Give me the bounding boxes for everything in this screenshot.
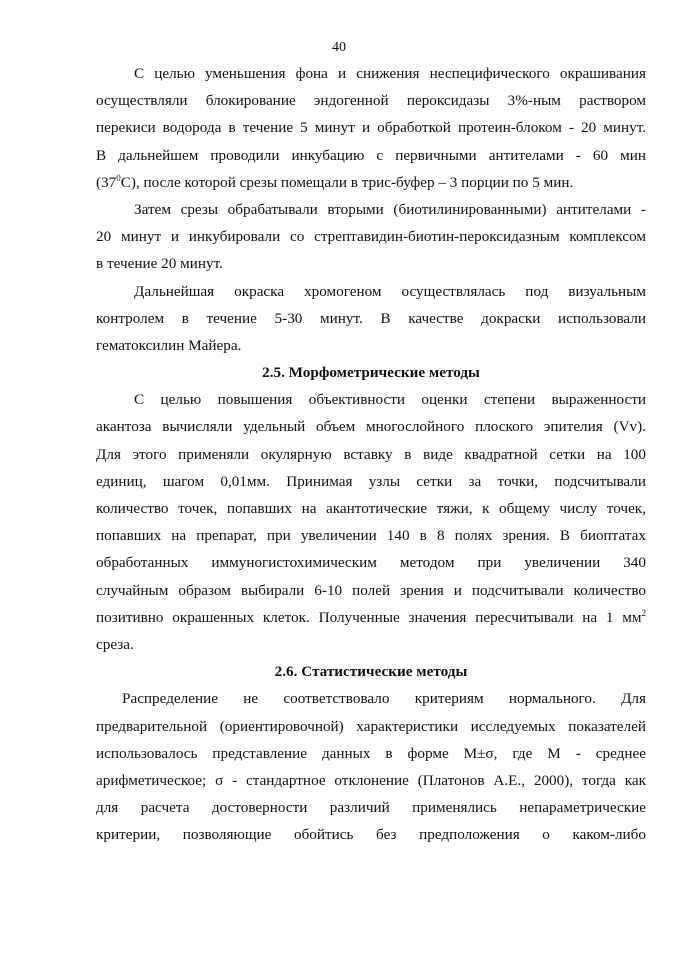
paragraph-line: С целью уменьшения фона и снижения неспецифического окрашивания	[134, 65, 646, 82]
paragraph-line: количество точек, попавших на акантотические тяжи, к общему числу точек,	[96, 500, 646, 517]
paragraph-line: В дальнейшем проводили инкубацию с первичными антителами - 60 мин	[96, 146, 646, 164]
paragraph-line: среза.	[96, 635, 134, 653]
paragraph-line: Для этого применяли окулярную вставку в виде квадратной сетки на 100	[96, 445, 646, 463]
paragraph-line: для расчета достоверности различий применялись непараметрические	[96, 799, 646, 817]
paragraph-line: единиц, шагом 0,01мм. Принимая узлы сетки за точки, подсчитывали	[96, 472, 646, 490]
superscript: 2	[641, 607, 646, 618]
paragraph-line: критерии, позволяющие обойтись без предположения о каком-либо	[96, 826, 646, 844]
paragraph-line: контролем в течение 5-30 минут. В качестве докраски использовали	[96, 309, 646, 327]
paragraph-line: $(37^0С)$, после которой срезы помещали в трис-буфер – 3 порции по 5 мин.	[96, 172, 574, 191]
paragraph-line: гематоксилин Майера.	[96, 336, 242, 354]
document-body	[96, 60, 646, 848]
paragraph-line: в течение 20 минут.	[96, 255, 223, 273]
page-number: 40	[332, 40, 346, 55]
paragraph-line: 20 минут и инкубировали со стрептавидин-биотин-пероксидазным комплексом	[96, 228, 646, 246]
paragraph-line: Затем срезы обрабатывали вторыми (биотилинированными) антителами -	[134, 200, 646, 218]
paragraph-line: осуществляли блокирование эндогенной пероксидазы 3%-ным раствором	[96, 92, 646, 110]
paragraph-line: использовалось представление данных в форме M±σ, где M - среднее	[96, 744, 646, 762]
paragraph-line: предварительной (ориентировочной) характеристики исследуемых показателей	[96, 717, 646, 735]
paragraph-line: случайным образом выбирали 6-10 полей зрения и подсчитывали количество	[96, 581, 646, 599]
paragraph-line: Распределение не соответствовало критериям нормального. Для	[122, 690, 646, 708]
paragraph-line: обработанных иммуногистохимическим методом при увеличении 340	[96, 554, 646, 572]
paragraph-line: позитивно окрашенных клеток. Полученные значения пересчитывали на 1 $мм^2$	[96, 607, 646, 626]
section-heading: 2.6. Статистические методы	[274, 663, 468, 681]
paragraph-line: перекиси водорода в течение 5 минут и обработкой протеин-блоком - 20 минут.	[96, 119, 646, 137]
paragraph-line: попавших на препарат, при увеличении 140 в 8 полях зрения. В биоптатах	[96, 527, 646, 545]
paragraph-line: С целью повышения объективности оценки степени выраженности	[134, 391, 646, 409]
paragraph-line: Дальнейшая окраска хромогеном осуществлялась под визуальным	[134, 282, 646, 300]
paragraph-line: акантоза вычисляли удельный объем многослойного плоского эпителия (Vv).	[96, 418, 646, 436]
superscript: 0	[116, 172, 121, 183]
paragraph-line: арифметическое; σ - стандартное отклонение (Платонов А.Е., 2000), тогда как	[96, 771, 646, 789]
section-heading: 2.5. Морфометрические методы	[262, 364, 480, 382]
